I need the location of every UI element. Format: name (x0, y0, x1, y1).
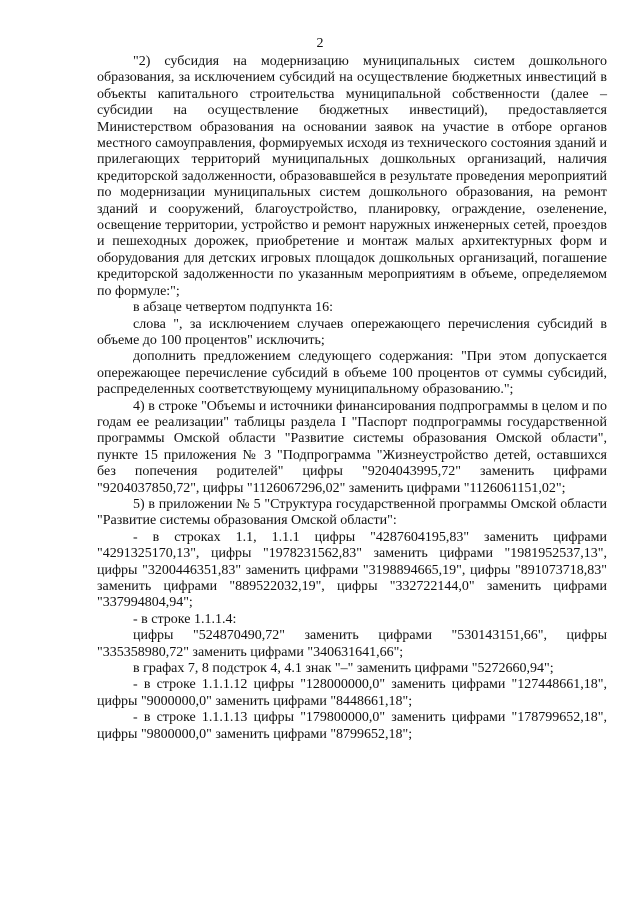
paragraph-row-1-1-1-13: - в строке 1.1.1.13 цифры "179800000,0" заменить цифрами "178799652,18", цифры "9800000,0" заменить цифрами "8799652,18"; (97, 710, 607, 742)
document-body (97, 54, 607, 743)
paragraph-item-5: 5) в приложении № 5 "Структура государственной программы Омской области "Развитие системы образования Омской области": (97, 496, 607, 529)
paragraph-row-1-1-1-12: - в строке 1.1.1.12 цифры "128000000,0" заменить цифрами "127448661,18", цифры "9000000,0" заменить цифрами "8448661,18"; (97, 677, 607, 709)
paragraph-subpoint-16: в абзаце четвертом подпункта 16: (133, 300, 334, 316)
paragraph-add-sentence: дополнить предложением следующего содержания: "При этом допускается опережающее перечисление субсидий в объеме 100 процентов от суммы субсидий, распределенных соответствующему муниципальному образованию."; (97, 349, 607, 398)
paragraph-row-1-1-1-4: - в строке 1.1.1.4: (133, 611, 237, 627)
paragraph-row-1-1-1-4-figures: цифры "524870490,72" заменить цифрами "530143151,66", цифры "335358980,72" заменить цифрами "340631641,66"; (97, 628, 607, 660)
paragraph-words-exclude: слова ", за исключением случаев опережающего перечисления субсидий в объеме до 100 процентов" исключить; (97, 316, 607, 348)
paragraph-subsidy-definition: "2) субсидия на модернизацию муниципальных систем дошкольного образования, за исключением субсидий на осуществление бюджетных инвестиций в объекты капитального строительства муниципальной собственности (далее – субсидии на осуществление бюджетных инвестиций), предоставляется Министерством образования на основании заявок на участие в отборе органов местного самоуправления, формируемых исходя из технического состояния зданий и прилегающих территорий муниципальных дошкольных организаций, наличия кредиторской задолженности, образовавшейся в результате проведения мероприятий по модернизации муниципальных систем дошкольного образования, на ремонт зданий и сооружений, благоустройство, планировку, ограждение, озеленение, освещение территории, устройство и ремонт наружных инженерных сетей, проездов и пешеходных дорожек, приобретение и монтаж малых архитектурных форм и оборудования для детских игровых площадок дошкольных организаций, погашение кредиторской задолженности по указанным мероприятиям в объеме, определяемом по формуле:"; (97, 54, 607, 299)
paragraph-columns-7-8: в графах 7, 8 подстрок 4, 4.1 знак "–" заменить цифрами "5272660,94"; (133, 661, 554, 677)
paragraph-rows-1-1: - в строках 1.1, 1.1.1 цифры "4287604195,83" заменить цифрами "4291325170,13", цифры "1978231562,83" заменить цифрами "1981952537,13", цифры "3200446351,83" заменить цифрами "3198894665,19", цифры "891073718,83" заменить цифрами "889522032,19", цифры "332722144,0" заменить цифрами "337994804,94"; (97, 529, 607, 611)
page-number: 2 (316, 36, 324, 51)
paragraph-item-4: 4) в строке "Объемы и источники финансирования подпрограммы в целом и по годам ее реализации" таблицы раздела I "Паспорт подпрограммы государственной программы Омской области "Развитие системы образования Омской области", пункте 15 приложения № 3 "Подпрограмма "Жизнеустройство детей, оставшихся без попечения родителей" цифры "9204043995,72" заменить цифрами "9204037850,72", цифры "1126067296,02" заменить цифрами "1126061151,02"; (97, 398, 607, 496)
